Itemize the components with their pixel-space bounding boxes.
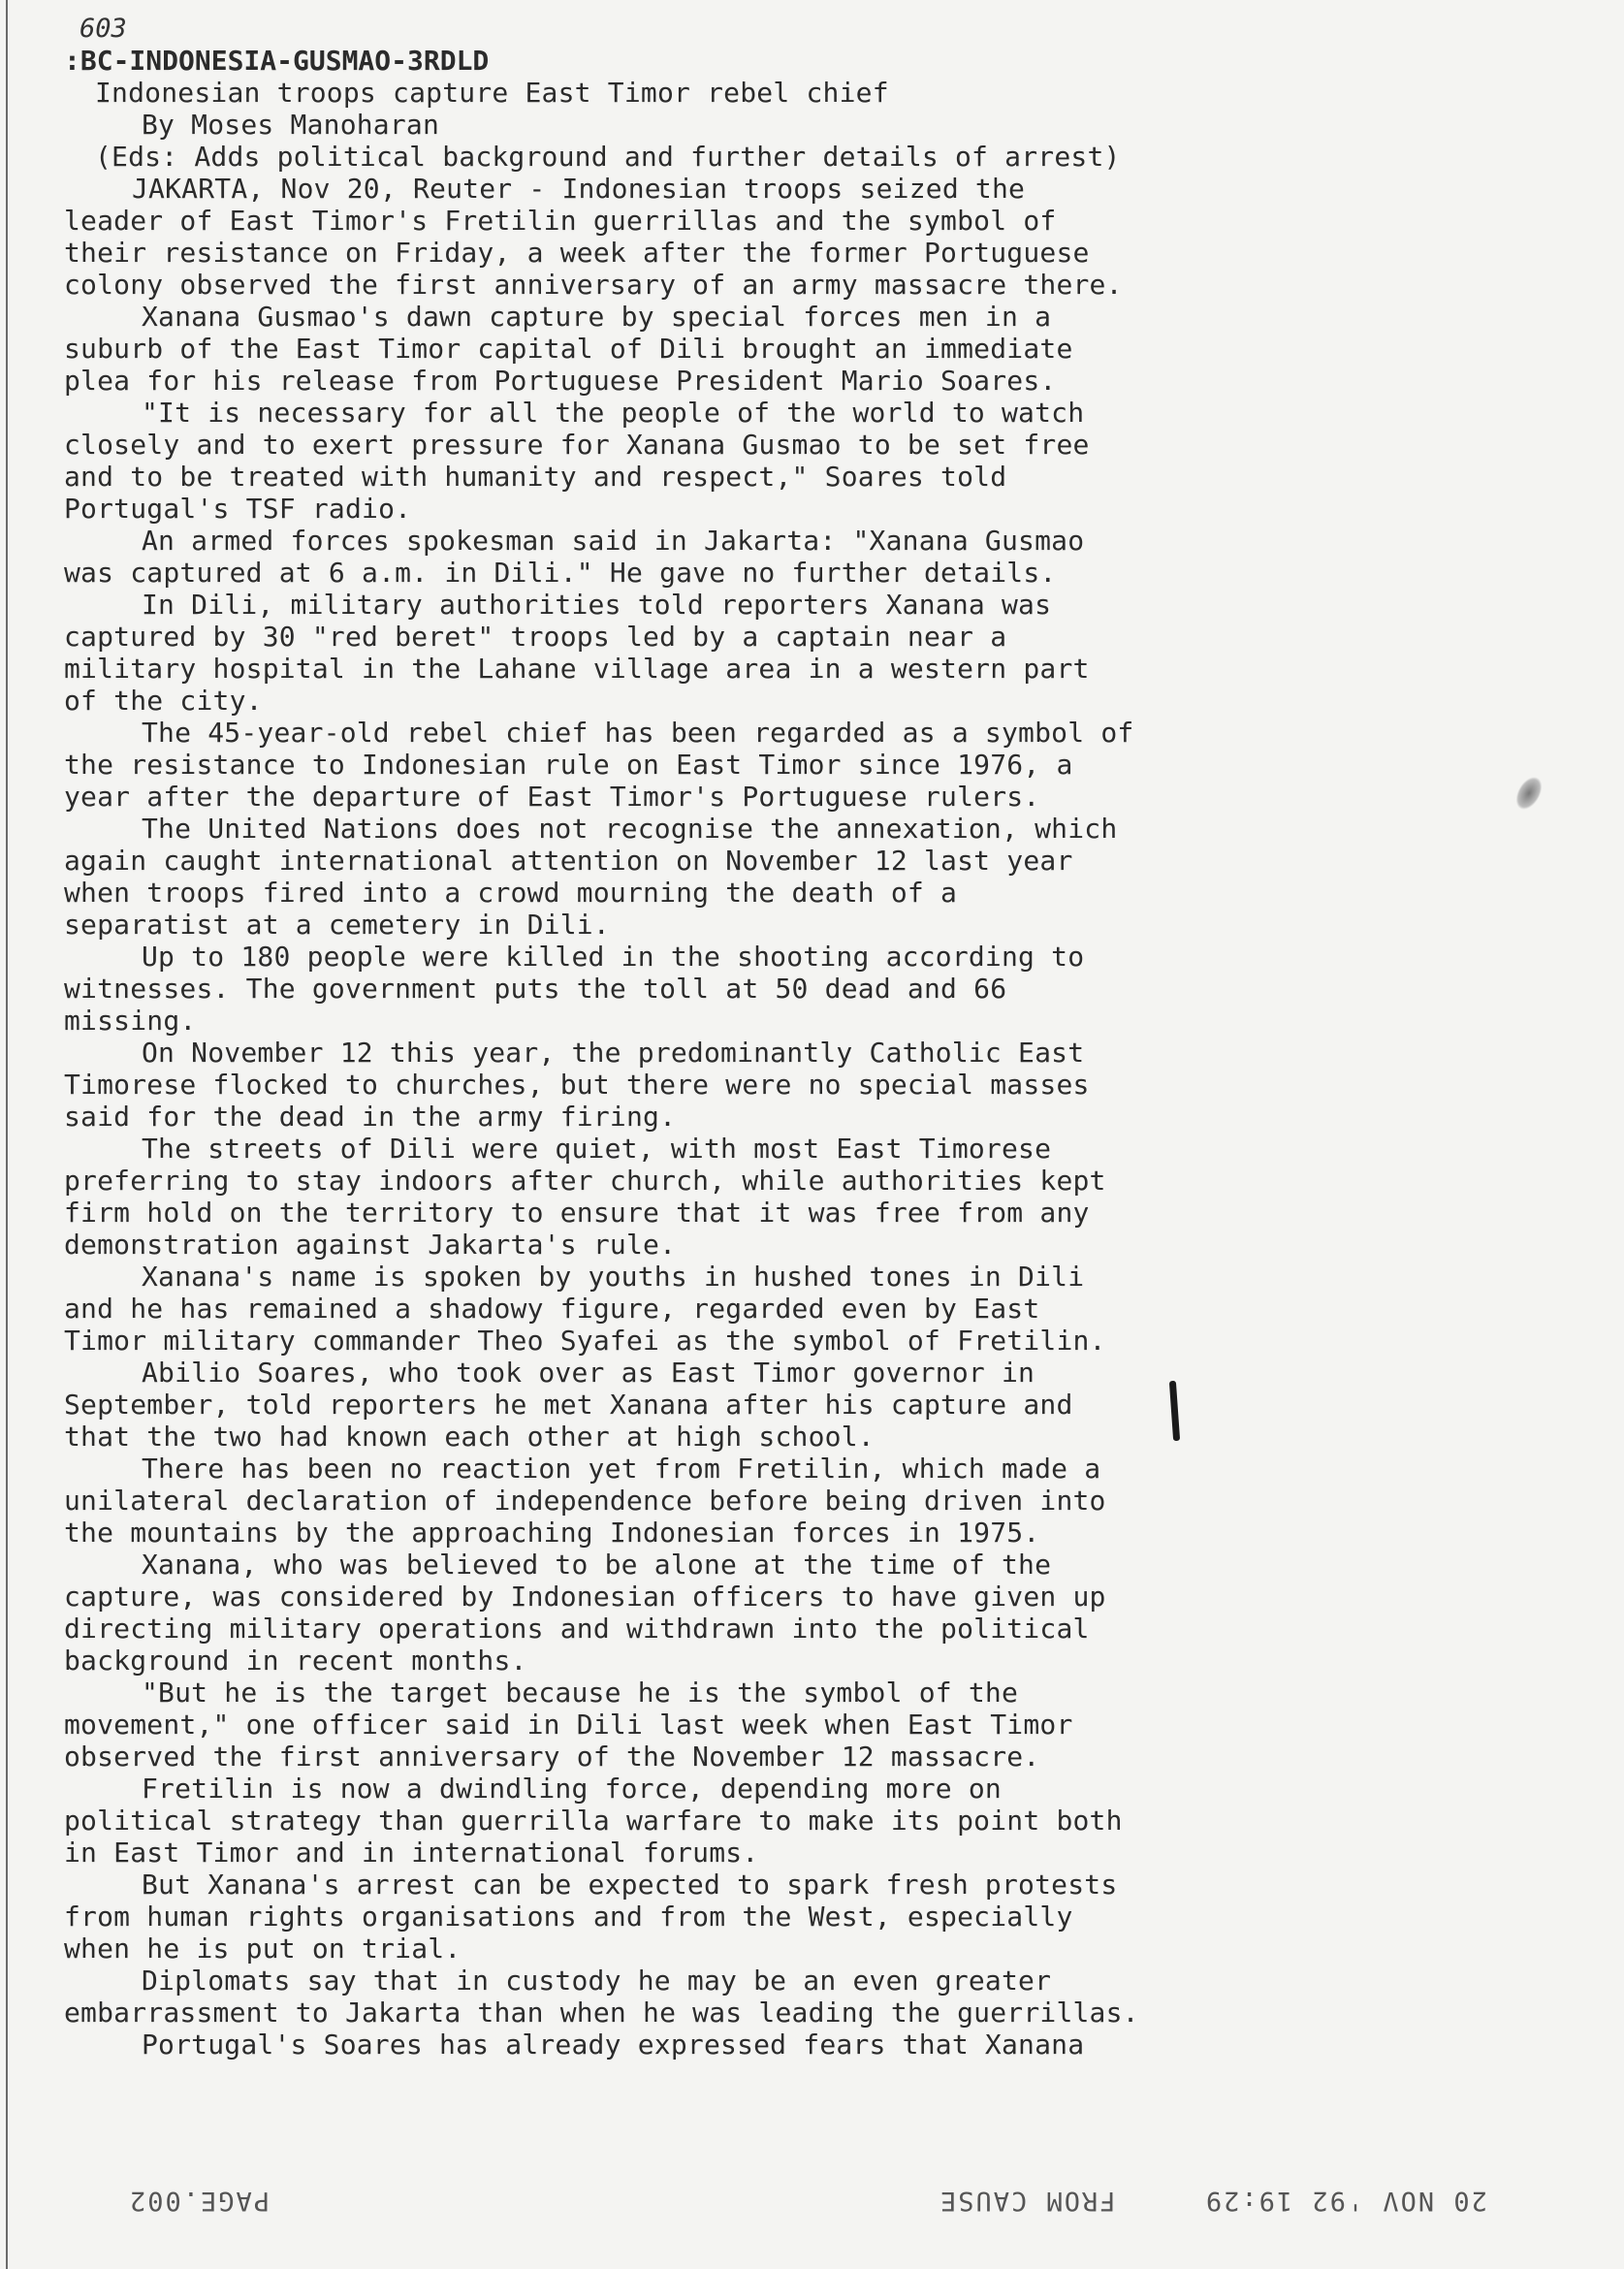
body-line: Timorese flocked to churches, but there were no special masses [64, 1069, 1090, 1101]
body-line: demonstration against Jakarta's rule. [64, 1229, 677, 1261]
body-line: An armed forces spokesman said in Jakarta: "Xanana Gusmao [142, 525, 1085, 557]
body-line: Up to 180 people were killed in the shooting according to [142, 941, 1085, 973]
page-left-edge [6, 0, 8, 2269]
scan-speck [1511, 773, 1546, 814]
body-line: The streets of Dili were quiet, with most East Timorese [142, 1133, 1052, 1165]
body-line: "But he is the target because he is the symbol of the [142, 1677, 1019, 1709]
page-number: 603 [80, 14, 127, 44]
body-line: their resistance on Friday, a week after the former Portuguese [64, 237, 1090, 269]
body-line: in East Timor and in international forums. [64, 1837, 759, 1869]
body-line: that the two had known each other at high school. [64, 1421, 875, 1453]
body-line: colony observed the first anniversary of an army massacre there. [64, 269, 1123, 301]
body-line: leader of East Timor's Fretilin guerrillas and the symbol of [64, 205, 1057, 237]
body-line: year after the departure of East Timor's Portuguese rulers. [64, 781, 1040, 813]
body-line: military hospital in the Lahane village area in a western part [64, 653, 1090, 685]
body-line: In Dili, military authorities told reporters Xanana was [142, 589, 1052, 621]
body-line: Xanana's name is spoken by youths in hushed tones in Dili [142, 1261, 1085, 1293]
body-line: September, told reporters he met Xanana after his capture and [64, 1389, 1073, 1421]
fax-footer-header: 20 NOV '92 19:29 FROM CAUSE [939, 2186, 1487, 2216]
body-line: observed the first anniversary of the November 12 massacre. [64, 1741, 1040, 1773]
body-line: firm hold on the territory to ensure that it was free from any [64, 1197, 1090, 1229]
fax-footer-page: PAGE.002 [128, 2186, 271, 2216]
body-line: There has been no reaction yet from Fretilin, which made a [142, 1453, 1101, 1485]
body-line: again caught international attention on November 12 last year [64, 845, 1073, 877]
body-line: directing military operations and withdrawn into the political [64, 1613, 1090, 1645]
body-line: The 45-year-old rebel chief has been regarded as a symbol of [142, 717, 1134, 749]
body-line: Portugal's Soares has already expressed fears that Xanana [142, 2029, 1085, 2061]
body-line: said for the dead in the army firing. [64, 1101, 677, 1133]
body-line: Xanana Gusmao's dawn capture by special forces men in a [142, 301, 1052, 333]
body-line: the resistance to Indonesian rule on East Timor since 1976, a [64, 749, 1073, 781]
body-line: and he has remained a shadowy figure, regarded even by East [64, 1293, 1040, 1325]
article-byline: By Moses Manoharan [142, 109, 440, 141]
body-line: But Xanana's arrest can be expected to spark fresh protests [142, 1869, 1118, 1901]
body-line: On November 12 this year, the predominantly Catholic East [142, 1037, 1085, 1069]
body-line: plea for his release from Portuguese President Mario Soares. [64, 365, 1057, 397]
body-line: separatist at a cemetery in Dili. [64, 909, 610, 941]
body-line: Timor military commander Theo Syafei as the symbol of Fretilin. [64, 1325, 1106, 1357]
body-line: JAKARTA, Nov 20, Reuter - Indonesian troops seized the [132, 173, 1026, 205]
body-line: Diplomats say that in custody he may be an even greater [142, 1965, 1052, 1997]
body-line: Portugal's TSF radio. [64, 493, 412, 525]
body-line: when he is put on trial. [64, 1933, 462, 1965]
body-line: of the city. [64, 685, 263, 717]
editor-note: (Eds: Adds political background and further details of arrest) [95, 141, 1121, 173]
body-line: movement," one officer said in Dili last week when East Timor [64, 1709, 1073, 1741]
body-line: The United Nations does not recognise the annexation, which [142, 813, 1118, 845]
body-line: witnesses. The government puts the toll at 50 dead and 66 [64, 973, 1007, 1005]
body-line: Fretilin is now a dwindling force, depending more on [142, 1773, 1002, 1805]
body-line: captured by 30 "red beret" troops led by a captain near a [64, 621, 1007, 653]
body-line: capture, was considered by Indonesian officers to have given up [64, 1581, 1106, 1613]
body-line: was captured at 6 a.m. in Dili." He gave no further details. [64, 557, 1057, 589]
body-line: suburb of the East Timor capital of Dili brought an immediate [64, 333, 1073, 365]
body-line: Xanana, who was believed to be alone at the time of the [142, 1549, 1052, 1581]
body-line: background in recent months. [64, 1645, 527, 1677]
body-line: the mountains by the approaching Indonesian forces in 1975. [64, 1517, 1040, 1549]
body-line: from human rights organisations and from the West, especially [64, 1901, 1073, 1933]
body-line: unilateral declaration of independence before being driven into [64, 1485, 1106, 1517]
body-line: political strategy than guerrilla warfare to make its point both [64, 1805, 1123, 1837]
body-line: missing. [64, 1005, 197, 1037]
body-line: and to be treated with humanity and respect," Soares told [64, 461, 1007, 493]
body-line: closely and to exert pressure for Xanana Gusmao to be set free [64, 429, 1090, 461]
body-line: Abilio Soares, who took over as East Timor governor in [142, 1357, 1035, 1389]
news-wire-article [64, 45, 1227, 2061]
body-line: "It is necessary for all the people of the world to watch [142, 397, 1085, 429]
body-line: when troops fired into a crowd mourning the death of a [64, 877, 958, 909]
body-line: preferring to stay indoors after church, while authorities kept [64, 1165, 1106, 1197]
body-line: embarrassment to Jakarta than when he was leading the guerrillas. [64, 1997, 1139, 2029]
article-slug: :BC-INDONESIA-GUSMAO-3RDLD [64, 45, 490, 77]
article-headline: Indonesian troops capture East Timor rebel chief [95, 77, 889, 109]
